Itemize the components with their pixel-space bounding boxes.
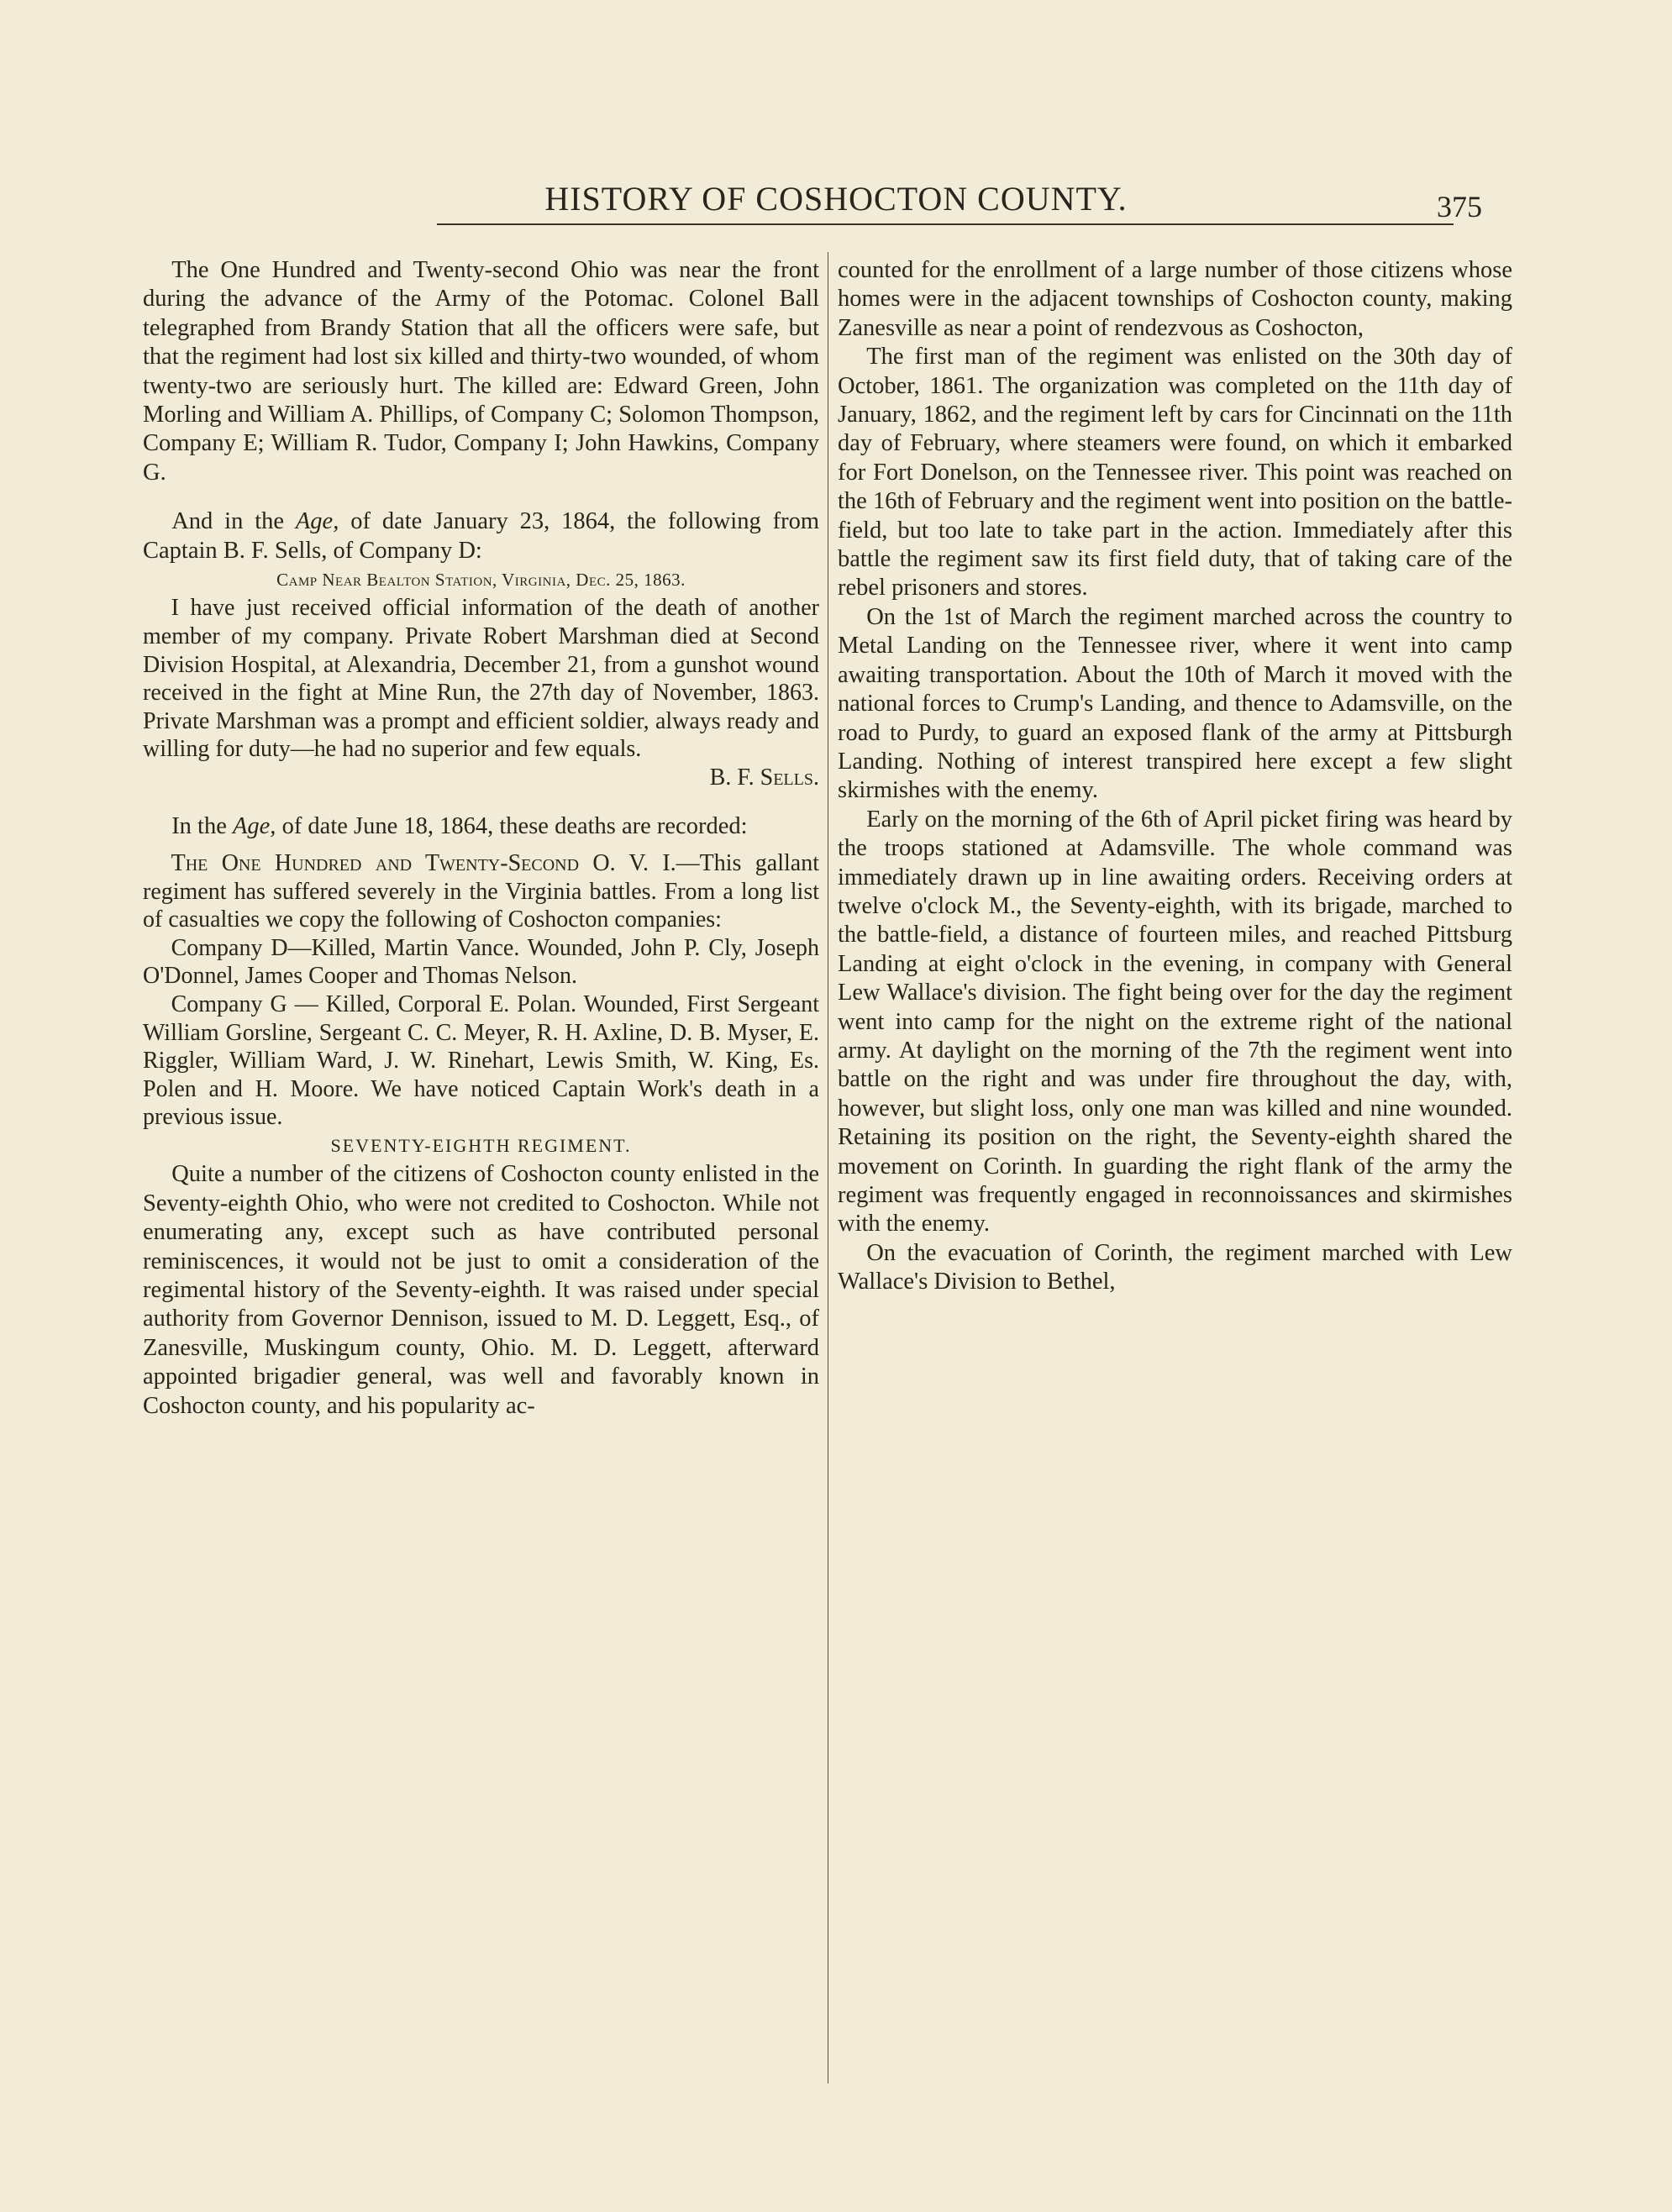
paragraph: Early on the morning of the 6th of April picket firing was heard by the troops stationed at Adamsville. The whole command was immediately drawn up in line awaiting orders. Receiving orders at twelve o'clock M., the Seventy-eighth, with its brigade, marched to the battle-field, a distance of fourteen miles, and reached Pittsburg Landing at eight o'clock in the evening, in company with General Lew Wallace's division. The fight being over for the day the regiment went into camp for the night on the extreme right of the national army. At daylight on the morning of the 7th the regiment went into battle on the right and was under fire throughout the day, with, however, but slight loss, only one man was killed and nine wounded. Retaining its position on the right, the Seventy-eighth shared the movement on Corinth. In guarding the right flank of the army the regiment was frequently engaged in reconnoissances and skirmishes with the enemy. [838,806,1512,1237]
newspaper-name: Age, [295,508,339,535]
company-d-casualties: Company D—Killed, Martin Vance. Wounded, John P. Cly, Joseph O'Donnel, James Cooper and Thomas Nelson. [143,934,819,990]
letter-block [143,594,819,791]
right-column [838,256,1512,1297]
letter-dateline: Camp Near Bealton Station, Virginia, Dec. 25, 1863. [276,570,686,591]
section-heading: SEVENTY-EIGHTH REGIMENT. [330,1134,632,1156]
running-head [0,172,1672,223]
running-title: HISTORY OF COSHOCTON COUNTY. [544,180,1128,218]
notice-heading: The One Hundred and Twenty-Second O. V. I. [171,850,676,877]
paragraph: The first man of the regiment was enlisted on the 30th day of October, 1861. The organization was completed on the 11th day of January, 1862, and the regiment left by cars for Cincinnati on the 11th day of February, where steamers were found, on which it embarked for Fort Donelson, on the Tennessee river. This point was reached on the 16th of February and the regiment went into position on the battle-field, but too late to take part in the action. Immediately after this battle the regiment saw its first field duty, that of taking care of the rebel prisoners and stores. [838,344,1512,602]
paragraph: On the 1st of March the regiment marched across the country to Metal Landing on the Tennessee river, where it went into camp awaiting transportation. About the 10th of March it moved with the national forces to Crump's Landing, and thence to Adamsville, on the road to Purdy, to guard an exposed flank of the army at Pittsburgh Landing. Nothing of interest transpired here except a few slight skirmishes with the enemy. [838,603,1512,804]
header-rule [437,223,1454,225]
paragraph: And in the Age, of date January 23, 1864, the following from Captain B. F. Sells, of Company D: [143,508,819,564]
paragraph: In the Age, of date June 18, 1864, these deaths are recorded: [171,812,748,839]
page-number: 375 [1437,190,1482,223]
newspaper-name: Age, [233,812,276,839]
company-g-casualties: Company G — Killed, Corporal E. Polan. Wounded, First Sergeant William Gorsline, Sergeant C. C. Meyer, R. H. Axline, D. B. Myser, E. Riggler, William Ward, J. W. Rinehart, Lewis Smith, W. King, Es. Polen and H. Moore. We have noticed Captain Work's death in a previous issue. [143,991,819,1131]
letter-body: I have just received official information of the death of another member of my company. Private Robert Marshman died at Second Division Hospital, at Alexandria, December 21, from a gunshot wound received in the fight at Mine Run, the 27th day of November, 1863. Private Marshman was a prompt and efficient soldier, always ready and willing for duty—he had no superior and few equals. [143,595,819,763]
letter-signature: B. F. Sells. [709,764,819,791]
left-column [143,256,819,1421]
notice-paragraph: The One Hundred and Twenty-Second O. V. I.—This gallant regiment has suffered severely in the Virginia battles. From a long list of casualties we copy the following of Coshocton companies: [143,850,819,933]
paragraph: On the evacuation of Corinth, the regiment marched with Lew Wallace's Division to Bethel, [838,1239,1512,1295]
casualty-notice [143,849,819,1132]
paragraph: counted for the enrollment of a large number of those citizens whose homes were in the adjacent townships of Coshocton county, making Zanesville as near a point of rendezvous as Coshocton, [838,257,1512,341]
paragraph: Quite a number of the citizens of Coshocton county enlisted in the Seventy-eighth Ohio, who were not credited to Coshocton. While not enumerating any, except such as have contributed personal reminiscences, it would not be just to omit a consideration of the regimental history of the Seventy-eighth. It was raised under special authority from Governor Dennison, issued to M. D. Leggett, Esq., of Zanesville, Muskingum county, Ohio. M. D. Leggett, afterward appointed brigadier general, was well and favorably known in Coshocton county, and his popularity ac- [143,1161,819,1419]
paragraph: The One Hundred and Twenty-second Ohio was near the front during the advance of the Army of the Potomac. Colonel Ball telegraphed from Brandy Station that all the officers were safe, but that the regiment had lost six killed and thirty-two wounded, of whom twenty-two are seriously hurt. The killed are: Edward Green, John Morling and William A. Phillips, of Company C; Solomon Thompson, Company E; William R. Tudor, Company I; John Hawkins, Company G. [143,257,819,486]
